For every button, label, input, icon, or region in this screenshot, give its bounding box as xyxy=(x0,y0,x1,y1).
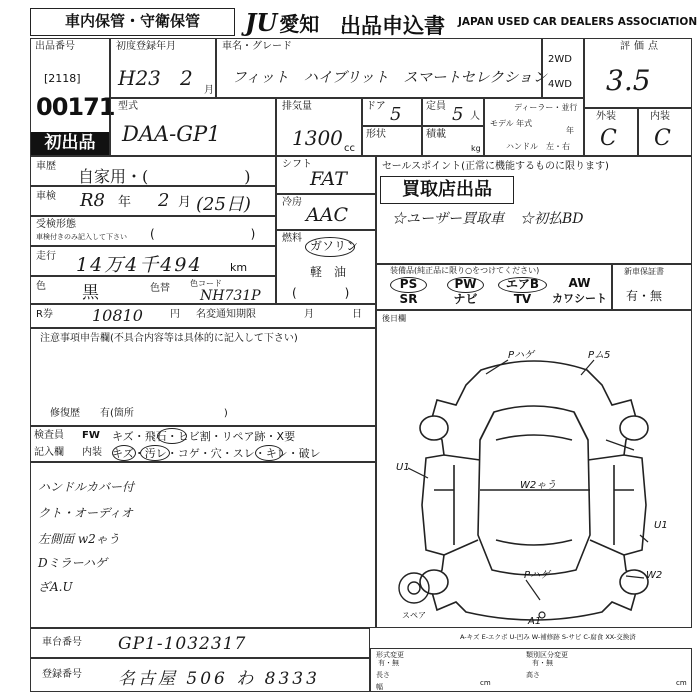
lot-number-label: 出品番号 xyxy=(35,41,75,52)
sales-note-1: ☆ユーザー買取車 xyxy=(392,211,504,227)
interior-rating-label: 内装 xyxy=(650,111,670,122)
defect-circle xyxy=(112,445,136,461)
chassis-number: GP1-1032317 xyxy=(118,634,247,654)
ju-logo-mark: JU xyxy=(245,7,278,37)
color-code-label: 色コード xyxy=(190,279,222,288)
class-change-value: 有・無 xyxy=(532,659,553,667)
inspection-label: 車検 xyxy=(36,191,56,202)
exterior-rating-label: 外装 xyxy=(596,111,616,122)
equipment-label: 装備品(純正品に限り○をつけてください) xyxy=(390,266,540,275)
handle-label: ハンドル 左・右 xyxy=(506,142,570,151)
inspection-month-unit: 月 xyxy=(178,195,192,210)
color-code: NH731P xyxy=(200,288,261,304)
equipment-item: AW xyxy=(568,276,591,290)
model-year-unit: 年 xyxy=(566,126,574,135)
lot-bracket-number: [2118] xyxy=(44,72,81,85)
notice-month-unit: 月 xyxy=(304,309,314,320)
inspection-month: 2 xyxy=(158,190,170,211)
lot-number: 00171 xyxy=(36,93,115,121)
registration-era-year: H23 xyxy=(118,66,161,90)
vehicle-name-label: 車名・グレード xyxy=(222,41,292,52)
equipment-item: カワシート xyxy=(552,292,607,305)
inspection-year-unit: 年 xyxy=(118,195,132,210)
damage-mark: Pハゲ xyxy=(524,570,551,581)
interior-rating: C xyxy=(654,126,671,151)
defect-circle xyxy=(157,428,187,444)
recycle-label: R券 xyxy=(36,309,53,320)
fuel-value: ガソリン xyxy=(310,239,359,253)
length-unit: cm xyxy=(480,679,491,687)
shape-label: 形状 xyxy=(366,129,386,140)
registration-number-label: 登録番号 xyxy=(42,669,82,680)
reception-value: ( ) xyxy=(150,227,256,241)
form-title: 出品申込書 xyxy=(340,14,445,38)
displacement-unit: cc xyxy=(344,143,355,154)
load-unit: kg xyxy=(471,144,481,153)
logo-region: 愛知 xyxy=(279,11,320,36)
note-line: クト・オーディオ xyxy=(38,506,134,520)
defect-circle xyxy=(255,445,283,461)
buyer-shop-badge: 買取店出品 xyxy=(380,176,514,204)
registration-month: 2 xyxy=(180,66,193,90)
equipment-item: エアB xyxy=(498,277,547,293)
equipment-item: PW xyxy=(447,277,484,293)
damage-mark: W2ゃう xyxy=(520,480,557,491)
cooling-value: AAC xyxy=(306,204,348,226)
damage-mark: Pハゲ xyxy=(508,350,535,361)
cooling-label: 冷房 xyxy=(282,197,302,208)
color-change-label: 色替 xyxy=(150,283,170,294)
exterior-rating: C xyxy=(600,126,617,151)
recycle-unit: 円 xyxy=(170,309,180,320)
equipment-item: TV xyxy=(513,292,532,306)
registration-label: 初度登録年月 xyxy=(116,41,176,52)
registration-number: 名古屋 506 わ 8333 xyxy=(118,669,320,689)
mileage-label: 走行 xyxy=(36,251,56,262)
notes-label: 注意事項申告欄(不具合内容等は具体的に記入して下さい) xyxy=(40,333,298,344)
damage-mark: U1 xyxy=(654,520,668,531)
capacity-unit: 人 xyxy=(470,111,480,122)
fuel-label: 燃料 xyxy=(282,233,302,244)
inspection-era: R8 xyxy=(80,190,106,211)
vehicle-name: フィット ハイブリット スマートセレクション xyxy=(232,70,547,86)
damage-mark: Pム5 xyxy=(588,350,611,361)
equipment-item: SR xyxy=(399,292,418,306)
damage-mark: W2 xyxy=(646,570,663,581)
inspection-day: (25日) xyxy=(196,194,251,215)
load-label: 積載 xyxy=(426,129,446,140)
mileage-unit: km xyxy=(230,261,248,274)
storage-type-box: 車内保管・守衛保管 xyxy=(30,8,235,36)
inspector-label: 検査員 xyxy=(34,430,64,441)
displacement-value: 1300 xyxy=(292,126,343,150)
note-line: 左側面 w2ゃう xyxy=(38,532,120,546)
after-date-label: 後日欄 xyxy=(382,314,406,323)
interior-defects: キズ・汚レ・コゲ・穴・スレ・キレ・破レ xyxy=(112,447,321,460)
capacity-label: 定員 xyxy=(426,101,446,112)
exterior-defects: キズ・飛石・ヒビ割・リペア跡・X要 xyxy=(112,430,296,443)
color-label: 色 xyxy=(36,281,46,292)
equipment-item: ナビ xyxy=(453,292,478,306)
registration-month-unit: 月 xyxy=(204,85,214,96)
capacity-value: 5 xyxy=(452,104,464,125)
color-value: 黒 xyxy=(82,283,99,303)
rating-value: 3.5 xyxy=(606,64,651,97)
damage-mark: A1 xyxy=(528,616,542,627)
note-line: ざA.U xyxy=(38,580,73,594)
reception-label: 受検形態 xyxy=(36,219,76,230)
damage-mark: U1 xyxy=(396,462,410,473)
spare-label: スペア xyxy=(402,611,426,620)
form-change-value: 有・無 xyxy=(378,659,399,667)
height-unit: cm xyxy=(676,679,687,687)
doors-label: ドア xyxy=(366,101,386,112)
usage-label: 車歴 xyxy=(36,161,56,172)
shift-value: FAT xyxy=(310,168,347,190)
model-value: DAA-GP1 xyxy=(122,122,221,146)
note-line: ハンドルカバー付 xyxy=(38,480,135,494)
damage-legend: A-キズ E-エクボ U-凹み W-補修跡 S-サビ C-腐食 XX-交換済 xyxy=(460,633,636,641)
height-label: 高さ xyxy=(526,671,540,679)
interior-check-label: 内装 xyxy=(82,447,102,458)
warranty-label: 新車保証書 xyxy=(624,267,664,276)
class-change-label: 類別区分変更 xyxy=(526,651,568,659)
first-listing-badge: 初出品 xyxy=(31,132,109,155)
equipment-item: PS xyxy=(390,277,427,293)
drive-4wd: 4WD xyxy=(548,79,572,90)
model-year-label: モデル 年式 xyxy=(490,119,533,128)
doors-value: 5 xyxy=(390,104,402,125)
warranty-value: 有・無 xyxy=(626,289,663,303)
rating-label: 評価点 xyxy=(620,41,662,52)
shift-label: シフト xyxy=(282,159,312,170)
drive-2wd: 2WD xyxy=(548,54,572,65)
width-label: 幅 xyxy=(376,683,383,691)
fuel-light-oil: 軽 油 xyxy=(310,265,347,279)
chassis-label: 車台番号 xyxy=(42,637,82,648)
association-name: JAPAN USED CAR DEALERS ASSOCIATION xyxy=(458,16,698,28)
notice-deadline-label: 名変通知期限 xyxy=(196,309,256,320)
equipment-grid xyxy=(380,277,608,309)
recycle-value: 10810 xyxy=(92,306,143,325)
sales-note-2: ☆初払BD xyxy=(520,211,584,227)
length-label: 長さ xyxy=(376,671,390,679)
model-label: 型式 xyxy=(118,101,138,112)
reception-note: 車検付きのみ記入して下さい xyxy=(36,233,127,241)
displacement-label: 排気量 xyxy=(282,101,312,112)
fuel-other: ( ) xyxy=(292,286,350,300)
fw-label: FW xyxy=(82,430,100,441)
usage-value: 自家用・( ) xyxy=(78,167,251,186)
ju-logo xyxy=(245,8,319,36)
sales-point-label: セールスポイント(正常に機能するものに限ります) xyxy=(382,161,609,172)
car-damage-diagram xyxy=(376,330,692,628)
repair-history: 修復歴 有(箇所 ) xyxy=(50,408,228,419)
defect-circle xyxy=(140,445,170,461)
dealer-label: ディーラー・並行 xyxy=(514,103,578,112)
remarks-label: 記入欄 xyxy=(34,447,64,458)
notice-day-unit: 日 xyxy=(352,309,362,320)
mileage-value: 14万4千494 xyxy=(76,254,203,276)
note-line: Dミラーハゲ xyxy=(38,556,108,570)
form-change-label: 形式変更 xyxy=(376,651,404,659)
